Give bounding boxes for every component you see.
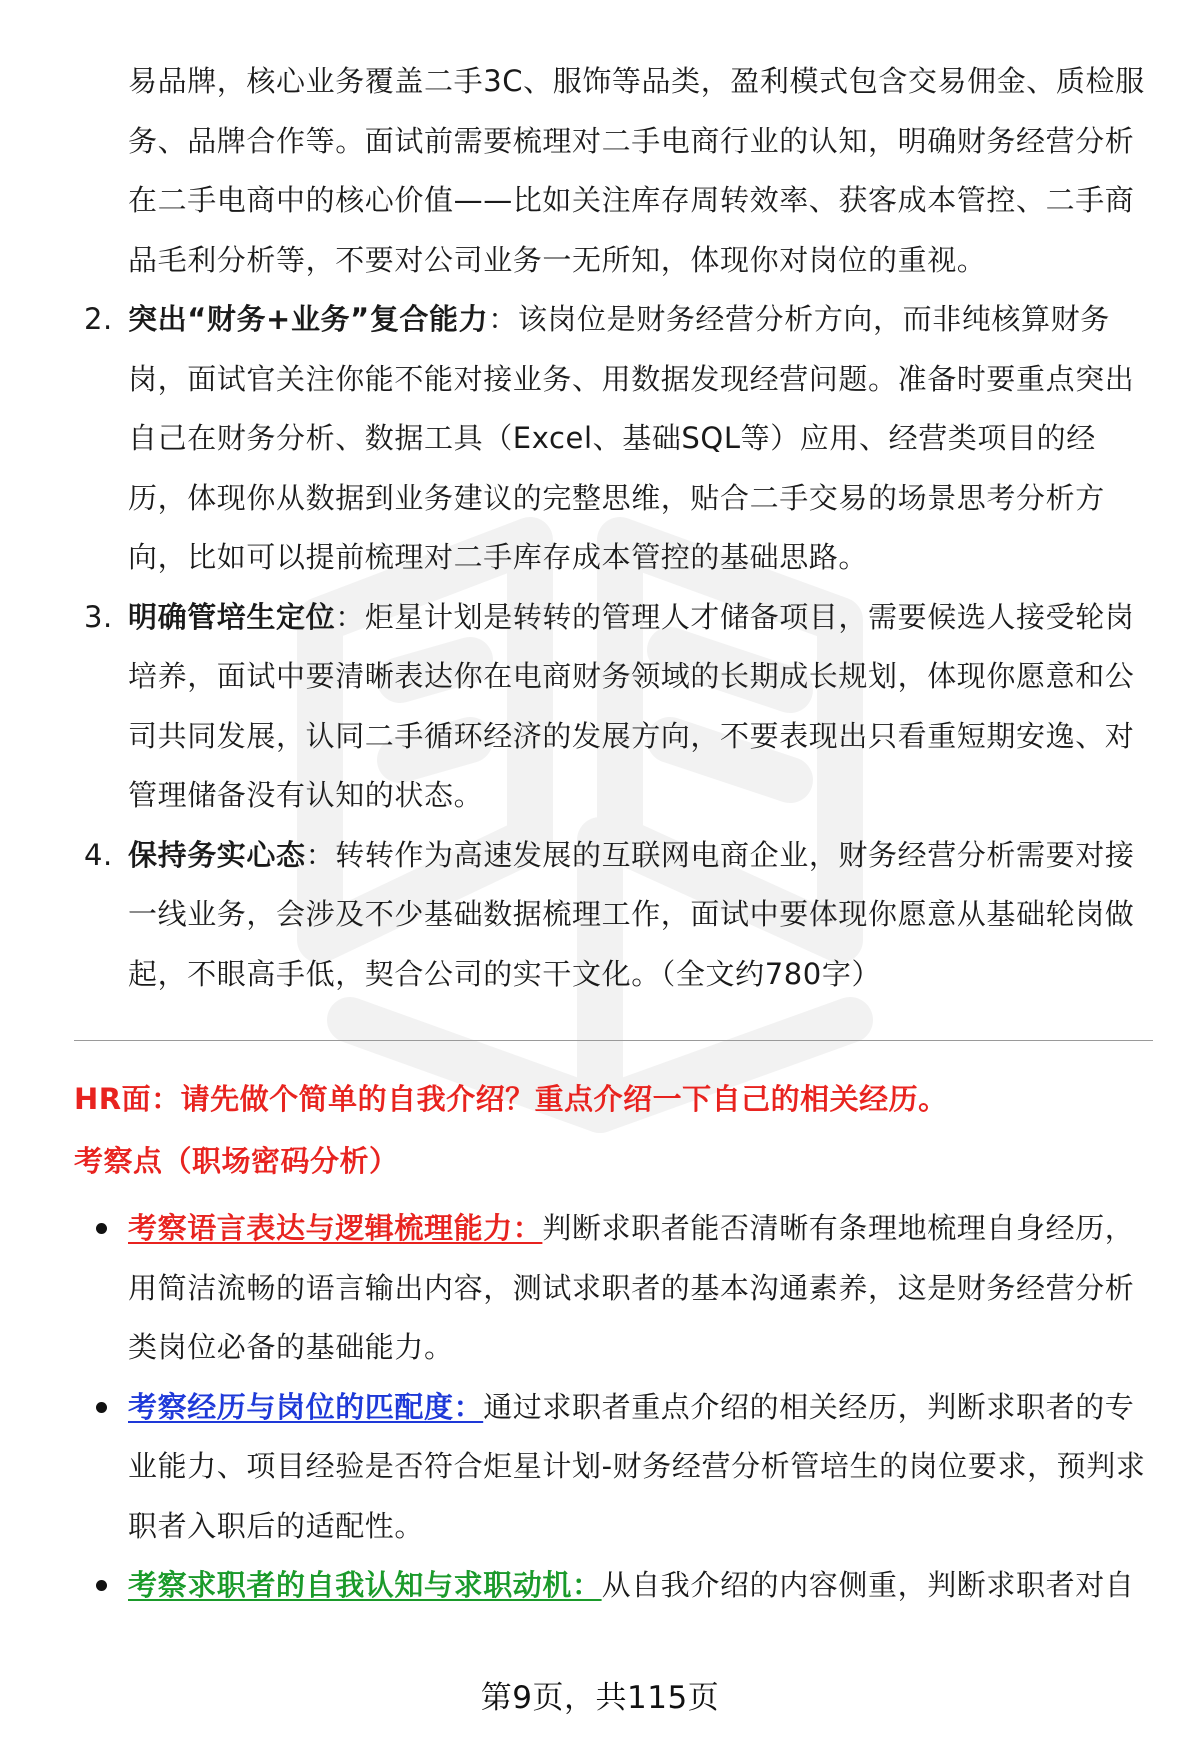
bullet-dot-icon — [96, 1223, 107, 1234]
focus-point-item — [0, 1556, 1150, 1616]
tip-title: 保持务实心态 — [128, 837, 306, 872]
focus-point-item — [0, 1199, 1150, 1378]
tip-item — [0, 826, 1150, 1005]
tip-item — [0, 588, 1150, 826]
tip-title: 明确管培生定位 — [128, 599, 336, 634]
focus-point-text: 从自我介绍的内容侧重，判断求职者对自 — [601, 1568, 1135, 1602]
focus-point-item — [0, 1378, 1150, 1557]
tip-item — [0, 290, 1150, 588]
focus-points-list — [0, 1199, 1200, 1616]
hr-question-heading: HR面：请先做个简单的自我介绍？重点介绍一下自己的相关经历。 — [74, 1082, 948, 1116]
focus-point-key: 考察经历与岗位的匹配度： — [128, 1389, 484, 1424]
focus-point-text: 判断求职者能否清晰有条理地梳理自身经历，用简洁流畅的语言输出内容，测试求职者的基本沟通素养，这是财务经营分析类岗位必备的基础能力。 — [128, 1211, 1135, 1364]
document-body — [0, 52, 1200, 1616]
focus-point-key: 考察求职者的自我认知与求职动机： — [128, 1568, 602, 1602]
focus-point-key: 考察语言表达与逻辑梳理能力： — [128, 1211, 543, 1245]
tip-text: 该岗位是财务经营分析方向，而非纯核算财务岗，面试官关注你能不能对接业务、用数据发现经营问题。准备时要重点突出自己在财务分析、数据工具（Excel、基础SQL等）应用、经营类项目的经历，体现你从数据到业务建议的完整思维，贴合二手交易的场景思考分析方向，比如可以提前梳理对二手库存成本管控的基础思路。 — [128, 302, 1135, 574]
tip-number: 2. — [84, 302, 113, 336]
focus-point-text: 通过求职者重点介绍的相关经历，判断求职者的专业能力、项目经验是否符合炬星计划-财务经营分析管培生的岗位要求，预判求职者入职后的适配性。 — [128, 1389, 1146, 1543]
section-divider — [74, 1040, 1153, 1041]
tip-colon: ： — [305, 837, 336, 872]
page-number-footer: 第9页，共115页 — [480, 1680, 720, 1716]
bullet-dot-icon — [96, 1580, 107, 1591]
intro-continuation-paragraph: 易品牌，核心业务覆盖二手3C、服饰等品类，盈利模式包含交易佣金、质检服务、品牌合作等。面试前需要梳理对二手电商行业的认知，明确财务经营分析在二手电商中的核心价值——比如关注库存周转效率、获客成本管控、二手商品毛利分析等，不要对公司业务一无所知，体现你对岗位的重视。 — [128, 64, 1145, 277]
tip-title: 突出“财务+业务”复合能力 — [128, 302, 489, 336]
tip-number: 3. — [84, 599, 113, 634]
tip-colon: ： — [488, 302, 518, 336]
preparation-tips-list — [0, 290, 1200, 1004]
tip-number: 4. — [84, 837, 113, 872]
tip-colon: ： — [335, 599, 365, 634]
bullet-dot-icon — [96, 1402, 107, 1413]
focus-points-heading: 考察点（职场密码分析） — [74, 1144, 399, 1178]
tip-text: 炬星计划是转转的管理人才储备项目，需要候选人接受轮岗培养，面试中要清晰表达你在电商财务领域的长期成长规划，体现你愿意和公司共同发展，认同二手循环经济的发展方向，不要表现出只看重短期安逸、对管理储备没有认知的状态。 — [128, 599, 1135, 812]
tip-text: 转转作为高速发展的互联网电商企业，财务经营分析需要对接一线业务，会涉及不少基础数据梳理工作，面试中要体现你愿意从基础轮岗做起，不眼高手低，契合公司的实干文化。（全文约780字） — [128, 837, 1135, 991]
